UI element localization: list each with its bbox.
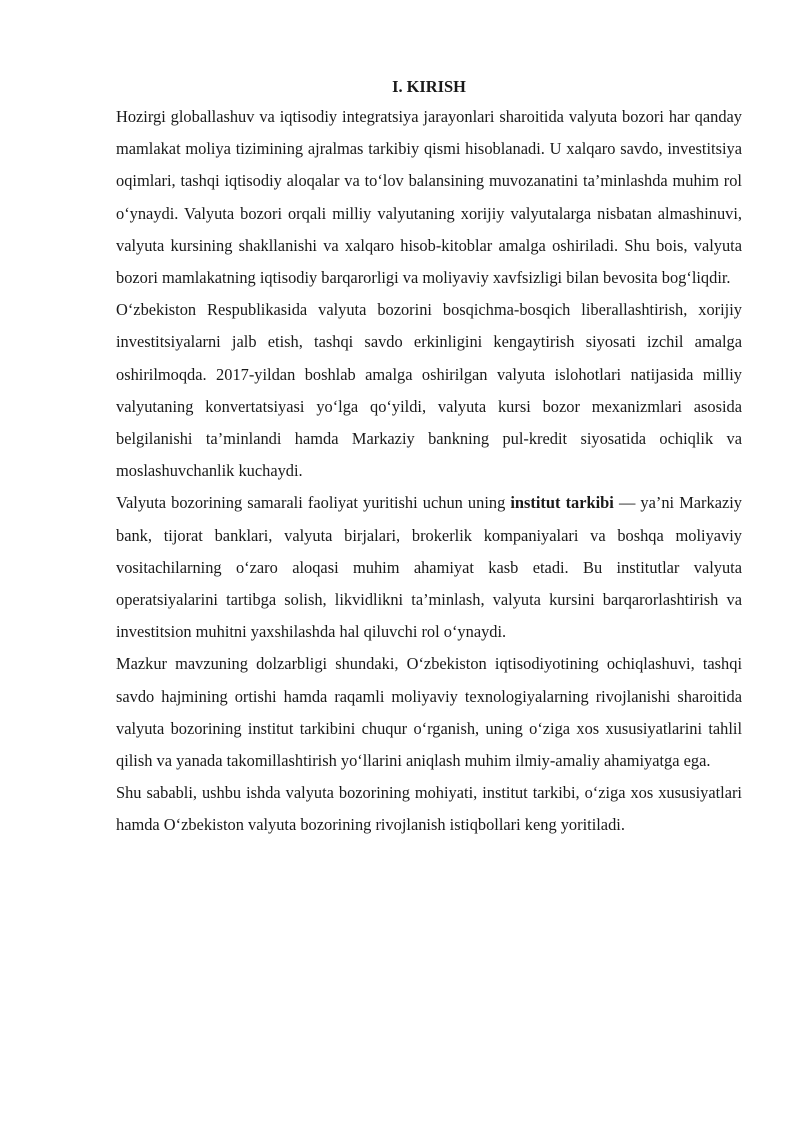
bold-term: institut tarkibi: [510, 493, 614, 513]
paragraph-institutional-structure: [116, 487, 742, 648]
section-title: I. KIRISH: [392, 77, 466, 96]
paragraph-text-after: — ya’ni Markaziy bank, tijorat banklari, valyuta birjalari, brokerlik kompaniyalari va boshqa moliyaviy vositachilarning o‘zaro aloqasi muhim ahamiyat kasb etadi. Bu institutlar valyuta operatsiyalarini tartibga solish, likvidlikni ta’minlash, valyuta kursini barqarorlashtirish va investitsion muhitni yaxshilashda hal qiluvchi rol o‘ynaydi.: [116, 493, 743, 642]
paragraph-relevance: Mazkur mavzuning dolzarbligi shundaki, O‘zbekiston iqtisodiyotining ochiqlashuvi, tashqi savdo hajmining ortishi hamda raqamli moliyaviy texnologiyalarning rivojlanishi sharoitida valyuta bozorining institut tarkibini chuqur o‘rganish, uning o‘ziga xos xususiyatlarini tahlil qilish va yanada takomillashtirish yo‘llarini aniqlash muhim ilmiy-amaliy ahamiyatga ega.: [116, 654, 742, 771]
paragraph-conclusion: Shu sababli, ushbu ishda valyuta bozorining mohiyati, institut tarkibi, o‘ziga xos xususiyatlari hamda O‘zbekiston valyuta bozorining rivojlanish istiqbollari keng yoritiladi.: [116, 783, 742, 835]
document-body: [116, 73, 742, 842]
paragraph-uzbekistan-reforms: O‘zbekiston Respublikasida valyuta bozorini bosqichma-bosqich liberallashtirish, xorijiy investitsiyalarni jalb etish, tashqi savdo erkinligini kengaytirish siyosati izchil amalga oshirilmoqda. 2017-yildan boshlab amalga oshirilgan valyuta islohotlari natijasida milliy valyutaning konvertatsiyasi yo‘lga qo‘yildi, valyuta kursi bozor mexanizmlari asosida belgilanishi ta’minlandi hamda Markaziy bankning pul-kredit siyosatida ochiqlik va moslashuvchanlik kuchaydi.: [116, 300, 742, 481]
paragraph-intro: Hozirgi globallashuv va iqtisodiy integratsiya jarayonlari sharoitida valyuta bozori har qanday mamlakat moliya tizimining ajralmas tarkibiy qismi hisoblanadi. U xalqaro savdo, investitsiya oqimlari, tashqi iqtisodiy aloqalar va to‘lov balansining muvozanatini ta’minlashda muhim rol o‘ynaydi. Valyuta bozori orqali milliy valyutaning xorijiy valyutalarga nisbatan almashinuvi, valyuta kursining shakllanishi va xalqaro hisob-kitoblar amalga oshiriladi. Shu bois, valyuta bozori mamlakatning iqtisodiy barqarorligi va moliyaviy xavfsizligi bilan bevosita bog‘liqdir.: [116, 107, 742, 288]
paragraph-text-before: Valyuta bozorining samarali faoliyat yuritishi uchun uning: [116, 493, 511, 513]
